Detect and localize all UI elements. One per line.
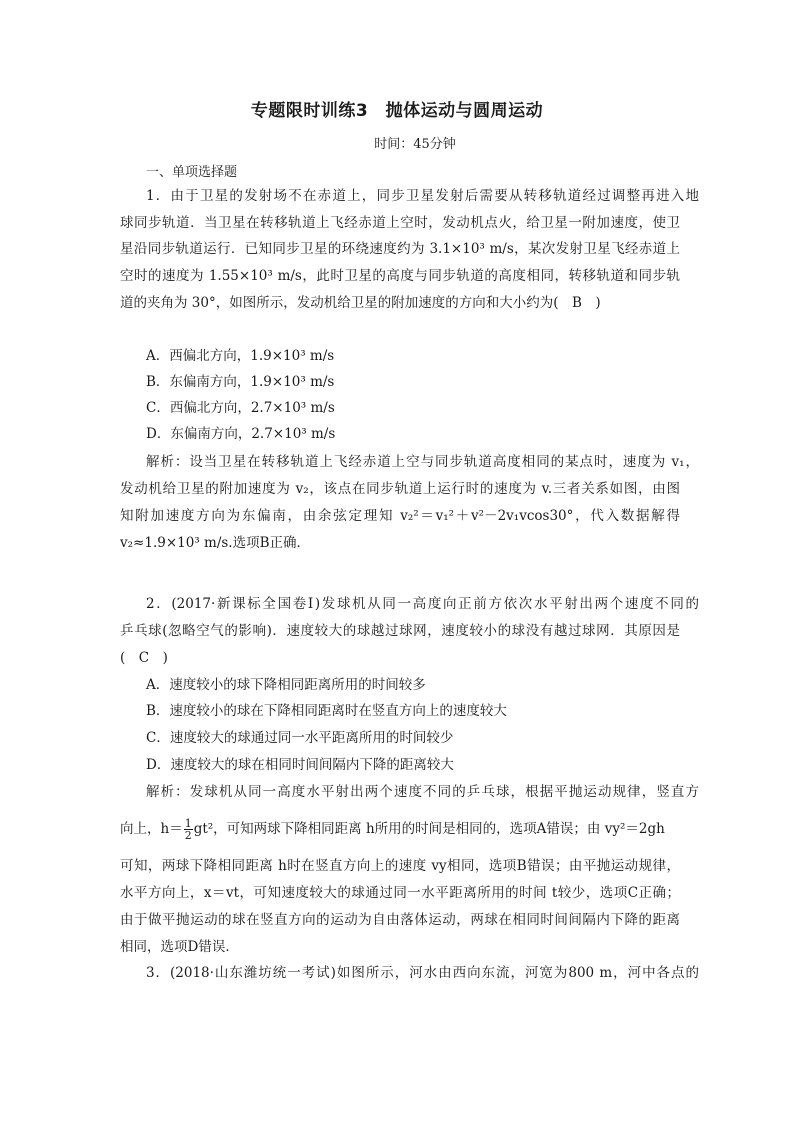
q2-analysis-line: 水平方向上，x＝vt，可知速度较大的球通过同一水平距离所用的时间 t较少，选项C正确；	[120, 885, 680, 901]
q2-analysis-text: gt²，可知两球下降相同距离 h所用的时间是相同的，选项A错误；由 vy²＝2gh	[193, 821, 665, 837]
q1-analysis-line: 解析：设当卫星在转移轨道上飞经赤道上空与同步轨道高度相同的某点时，速度为 v₁，	[146, 454, 699, 470]
fraction	[184, 818, 193, 841]
page-title: 专题限时训练3 抛体运动与圆周运动	[250, 101, 544, 121]
q2-analysis-formula-line	[120, 818, 665, 841]
time-limit: 时间：45分钟	[374, 137, 456, 152]
q2-analysis-line: 由于做平抛运动的球在竖直方向的运动为自由落体运动，两球在相同时间间隔内下降的距离	[120, 912, 680, 928]
section-heading: 一、单项选择题	[146, 165, 238, 180]
q2-option-c: C．速度较大的球通过同一水平距离所用的时间较少	[146, 730, 454, 746]
q3-line: 3．(2018·山东潍坊统一考试)如图所示，河水由西向东流，河宽为800 m，河中各点的	[146, 965, 699, 981]
q2-option-b: B．速度较小的球在下降相同距离时在竖直方向上的速度较大	[146, 703, 507, 719]
q1-line: 1．由于卫星的发射场不在赤道上，同步卫星发射后需要从转移轨道经过调整再进入地	[146, 188, 699, 204]
q1-option-a: A．西偏北方向，1.9×10³ m/s	[146, 348, 335, 364]
q1-analysis-line: 发动机给卫星的附加速度为 v₂，该点在同步轨道上运行时的速度为 v.三者关系如图，由图	[120, 481, 680, 497]
q1-line: 空时的速度为 1.55×10³ m/s，此时卫星的高度与同步轨道的高度相同，转移轨道和同步轨	[120, 268, 680, 284]
q2-analysis-line: 相同，选项D错误．	[120, 939, 239, 955]
q1-option-c: C．西偏北方向，2.7×10³ m/s	[146, 400, 335, 416]
q1-line: 球同步轨道．当卫星在转移轨道上飞经赤道上空时，发动机点火，给卫星一附加速度，使卫	[120, 215, 680, 231]
q2-option-d: D．速度较大的球在相同时间间隔内下降的距离较大	[146, 757, 454, 773]
q1-line: 星沿同步轨道运行．已知同步卫星的环绕速度约为 3.1×10³ m/s，某次发射卫星飞经赤道上	[120, 241, 680, 257]
q1-line: 道的夹角为 30°，如图所示，发动机给卫星的附加速度的方向和大小约为( B )	[120, 295, 601, 311]
fraction-numerator: 1	[184, 817, 192, 830]
q2-line: 乒乓球(忽略空气的影响)．速度较大的球越过球网，速度较小的球没有越过球网．其原因是	[120, 623, 680, 639]
q1-analysis-line: 知附加速度方向为东偏南，由余弦定理知 v₂²＝v₁²＋v²－2v₁vcos30°，代入数据解得	[120, 508, 680, 524]
fraction-denominator: 2	[184, 829, 192, 842]
q2-line: ( C )	[120, 650, 168, 666]
q1-option-d: D．东偏南方向，2.7×10³ m/s	[146, 426, 336, 442]
q2-analysis-line: 解析：发球机从同一高度水平射出两个速度不同的乒乓球，根据平抛运动规律，竖直方	[146, 784, 699, 800]
q1-analysis-line: v₂≈1.9×10³ m/s.选项B正确．	[120, 535, 311, 551]
q1-option-b: B．东偏南方向，1.9×10³ m/s	[146, 374, 335, 390]
q2-analysis-line: 可知，两球下降相同距离 h时在竖直方向上的速度 vy相同，选项B错误；由平抛运动规律，	[120, 858, 680, 874]
q2-option-a: A．速度较小的球下降相同距离所用的时间较多	[146, 677, 426, 693]
q2-analysis-text: 向上，h＝	[120, 821, 183, 837]
q2-line: 2．(2017·新课标全国卷Ⅰ)发球机从同一高度向正前方依次水平射出两个速度不同的	[146, 596, 699, 612]
